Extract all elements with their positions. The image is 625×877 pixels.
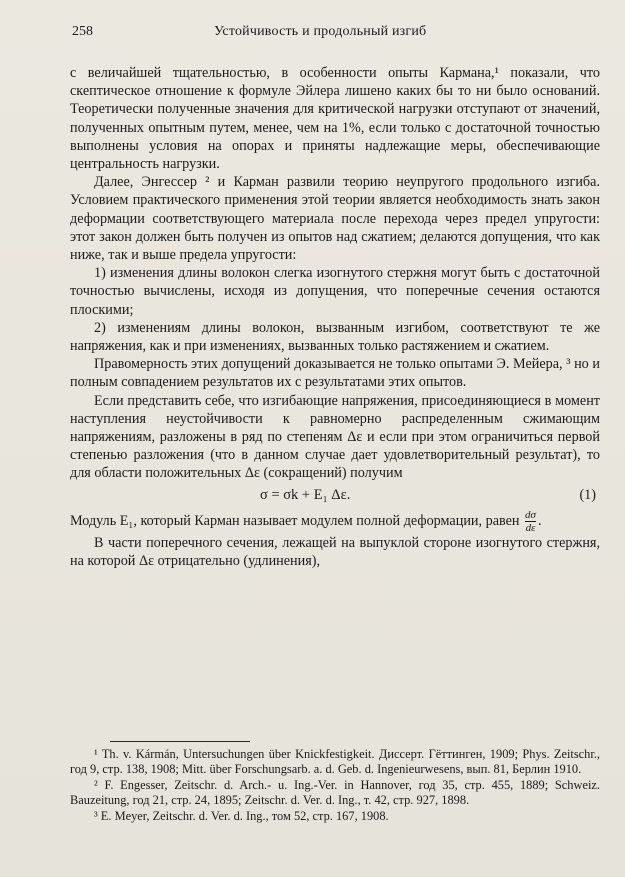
paragraph-1: с величайшей тщательностью, в особенности опыты Кармана,¹ показали, что скептическое отношение к формуле Эйлера лишено каких бы то ни было оснований. Теоретически полученные значения для критической нагрузки отступают от значений, полученных опытным путем, менее, чем на 1%, если только с достаточной точностью выполнены условия на опорах и приняты надлежащие меры, обеспечивающие центральность нагрузки.: [70, 65, 600, 173]
page-header: [72, 24, 592, 44]
footnote-rule: [110, 741, 250, 742]
equation-1: [70, 485, 600, 507]
main-text: [70, 64, 600, 570]
paragraph-7: В части поперечного сечения, лежащей на выпуклой стороне изогнутого стержня, на которой Δε отрицательно (удлинения),: [70, 534, 600, 569]
paragraph-2: Далее, Энгессер ² и Карман развили теорию неупругого продольного изгиба. Условием практического применения этой теории является необходимость знать закон деформации соответствующего материала после перехода через предел упругости: этот закон должен быть получен из опытов над сжатием; делаются допущения, что как ниже, так и выше предела упругости:: [70, 174, 600, 264]
paragraph-4: 2) изменениям длины волокон, вызванным изгибом, соответствуют те же напряжения, как и при изменениях, вызванных только растяжением и сжатием.: [70, 319, 600, 355]
footnote-2: ² F. Engesser, Zeitschr. d. Arch.- u. Ing.-Ver. in Hannover, год 35, стр. 455, 1889; Schweiz. Bauzeitung, год 21, стр. 24, 1895; Zeitschr. d. Ver. d. Ing., т. 42, стр. 927, 1898.: [70, 777, 600, 808]
equation-expression: σ = σk + E₁ Δε.: [260, 486, 351, 503]
equation-number: (1): [579, 486, 596, 503]
fraction-denominator: dε: [525, 521, 536, 534]
paragraph-5: Правомерность этих допущений доказывается не только опытами Э. Мейера, ³ но и полным совпадением результатов их с результатами этих опытов.: [70, 356, 600, 391]
page-number: 258: [72, 24, 93, 39]
fraction-end: .: [537, 512, 542, 529]
footnote-3: ³ E. Meyer, Zeitschr. d. Ver. d. Ing., том 52, стр. 167, 1908.: [94, 808, 389, 823]
fraction-numerator: dσ: [525, 508, 536, 521]
modulus-text: Модуль E₁, который Карман называет модулем полной деформации, равен: [70, 512, 520, 529]
paragraph-3: 1) изменения длины волокон слегка изогнутого стержня могут быть с достаточной точностью вычислены, исходя из допущения, что поперечные сечения остаются плоскими;: [70, 265, 600, 318]
running-title: Устойчивость и продольный изгиб: [214, 24, 427, 39]
footnote-1: ¹ Th. v. Kármán, Untersuchungen über Knickfestigkeit. Диссерт. Гёттинген, 1909; Phys. Zeitschr., год 9, стр. 138, 1908; Mitt. über Forschungsarb. a. d. Geb. d. Ingenieurwesens, вып. 81, Берлин 1910.: [70, 747, 600, 777]
footnotes: [70, 747, 600, 824]
paragraph-6: Если представить себе, что изгибающие напряжения, присоединяющиеся в момент наступления неустойчивости к равномерно распределенным сжимающим напряжениям, разложены в ряд по степеням Δε и если при этом ограничиться первой степенью разложения (что в данном случае дает удовлетворительный результат), то для области положительных Δε (сокращений) получим: [70, 392, 600, 482]
fraction-dsigma-deps: [525, 509, 536, 534]
paragraph-modulus: [70, 509, 600, 534]
